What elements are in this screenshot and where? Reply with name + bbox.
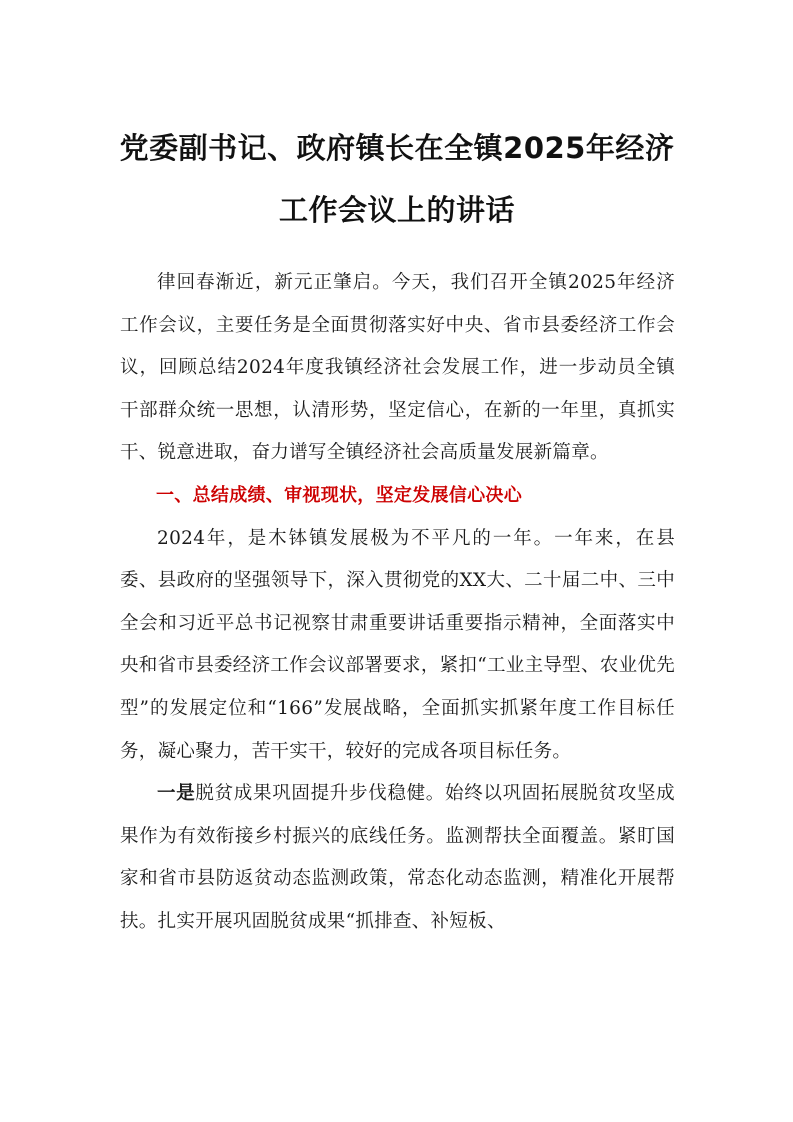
section-paragraph: 2024年，是木钵镇发展极为不平凡的一年。一年来，在县委、县政府的坚强领导下，深入贯彻党的XX大、二十届二中、三中全会和习近平总书记视察甘肃重要讲话重要指示精神，全面落实中央和省市县委经济工作会议部署要求，紧扣“工业主导型、农业优先型”的发展定位和“166”发展战略，全面抓实抓紧年度工作目标任务，凝心聚力，苦干实干，较好的完成各项目标任务。 [120,527,675,762]
point-paragraph [120,773,675,943]
point-lead: 一是 [157,783,196,805]
section-heading: 一、总结成绩、审视现状，坚定发展信心决心 [156,484,522,506]
document-body [120,262,675,944]
document-title: 党委副书记、政府镇长在全镇2025年经济工作会议上的讲话 [119,131,675,227]
intro-paragraph: 律回春渐近，新元正肇启。今天，我们召开全镇2025年经济工作会议，主要任务是全面贯彻落实好中央、省市县委经济工作会议，回顾总结2024年度我镇经济社会发展工作，进一步动员全镇干部群众统一思想，认清形势，坚定信心，在新的一年里，真抓实干、锐意进取，奋力谱写全镇经济社会高质量发展新篇章。 [120,272,675,464]
point-text: 脱贫成果巩固提升步伐稳健。始终以巩固拓展脱贫攻坚成果作为有效衔接乡村振兴的底线任务。监测帮扶全面覆盖。紧盯国家和省市县防返贫动态监测政策，常态化动态监测，精准化开展帮扶。扎实开展巩固脱贫成果“抓排查、补短板、 [120,783,675,932]
